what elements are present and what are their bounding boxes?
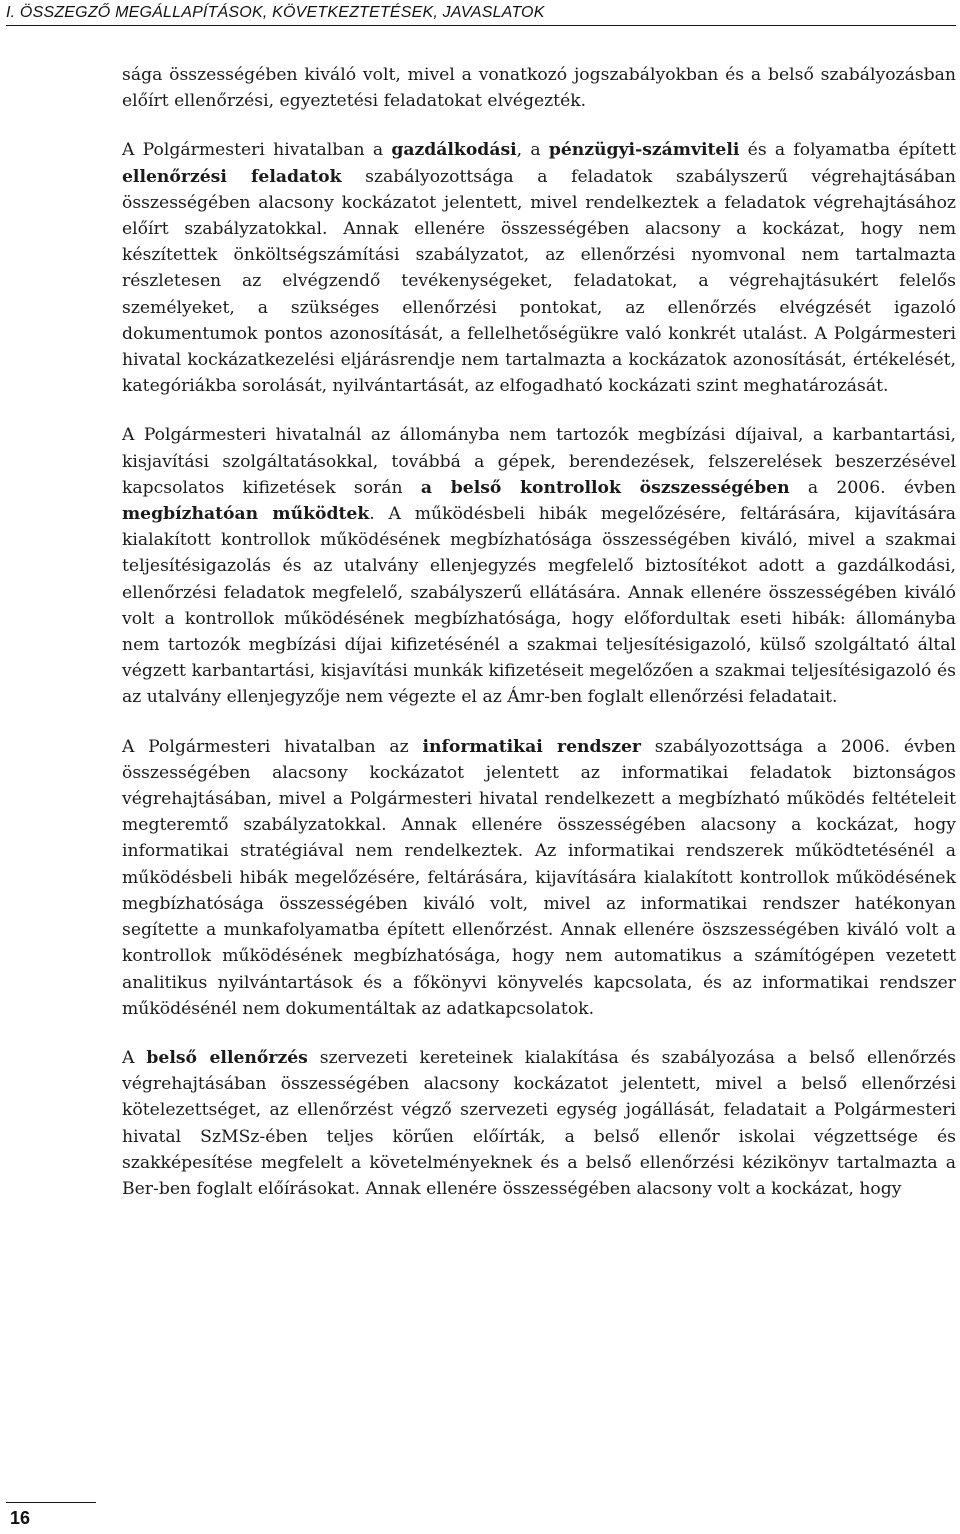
emphasized-text: gazdálkodási: [391, 140, 517, 161]
text-run: , a: [516, 140, 549, 161]
paragraph: [122, 1045, 956, 1202]
footer-rule: [6, 1502, 96, 1503]
paragraph: [122, 734, 956, 1022]
text-run: sága összességében kiváló volt, mivel a vonatkozó jogszabályokban és a belső szabályozásban előírt ellenőrzési, egyeztetési feladatokat elvégezték.: [122, 65, 956, 112]
emphasized-text: belső ellenőrzés: [146, 1047, 308, 1068]
paragraph: [122, 422, 956, 710]
text-run: A: [122, 1047, 147, 1068]
emphasized-text: pénzügyi-számviteli: [548, 140, 740, 161]
paragraph: [122, 62, 956, 114]
running-header: I. ÖSSZEGZŐ MEGÁLLAPÍTÁSOK, KÖVETKEZTETÉSEK, JAVASLATOK: [6, 4, 956, 26]
text-run: A Polgármesteri hivatalnál az állományba nem tartozók megbízási díjaival, a karbantartási, kisjavítási szolgáltatásokkal, továbbá a gépek, berendezések, felszerelések beszerzésével kapcsolatos kifizetések során: [122, 425, 956, 498]
text-run: és a folyamatba épített: [739, 140, 957, 161]
emphasized-text: informatikai rendszer: [422, 736, 641, 757]
text-run: A Polgármesteri hivatalban az: [122, 736, 423, 757]
text-run: szabályozottsága a feladatok szabályszerű végrehajtásában összességében alacsony kockázatot jelentett, mivel rendelkeztek a feladatok végrehajtásához előírt szabályzatokkal. Annak ellenére összességében alacsony a kockázat, hogy nem készítettek önköltségszámítási szabályzatot, az ellenőrzési nyomvonal nem tartalmazta részletesen az elvégzendő tevékenységeket, feladatokat, a végrehajtásukért felelős személyeket, a szükséges ellenőrzési pontokat, az ellenőrzés elvégzését igazoló dokumentumok pontos azonosítását, a fellelhetőségükre való konkrét utalást. A Polgármesteri hivatal kockázatkezelési eljárásrendje nem tartalmazta a kockázatok azonosítását, értékelését, kategóriákba sorolását, nyilvántartását, az elfogadható kockázati szint meghatározását.: [122, 166, 956, 397]
text-run: szabályozottsága a 2006. évben összességében alacsony kockázatot jelentett az informatikai feladatok biztonságos végrehajtásában, mivel a Polgármesteri hivatal rendelkezett a megbízható működés feltételeit megteremtő szabályzatokkal. Annak ellenére összességében alacsony a kockázat, hogy informatikai stratégiával nem rendelkeztek. Az informatikai rendszerek működtetésénél a működésbeli hibák megelőzésére, feltárására, kijavítására kialakított kontrollok működésének megbízhatósága összességében kiváló volt, mivel az informatikai rendszer hatékonyan segítette a munkafolyamatba épített ellenőrzést. Annak ellenére öszszességében kiváló volt a kontrollok működésének megbízhatósága, hogy nem automatikus a számítógépen vezetett analitikus nyilvántartások és a főkönyvi könyvelés kapcsolata, és az informatikai rendszer működésénél nem dokumentáltak az adatkapcsolatok.: [122, 736, 956, 1019]
emphasized-text: ellenőrzési feladatok: [122, 166, 342, 187]
text-run: . A működésbeli hibák megelőzésére, feltárására, kijavítására kialakított kontrollok működésének megbízhatósága összességében kiváló, mivel a szakmai teljesítésigazolás és az utalvány ellenjegyzés megfelelő biztosítékot adott a gazdálkodási, ellenőrzési feladatok megfelelő, szabályszerű ellátására. Annak ellenére összességében kiváló volt a kontrollok működésének megbízhatósága, hogy előfordultak eseti hibák: állományba nem tartozók megbízási díjai kifizetésénél a szakmai teljesítésigazoló, külső szolgáltató által végzett karbantartási, kisjavítási munkák kifizetéseit megelőzően a szakmai teljesítésigazoló és az utalvány ellenjegyzője nem végezte el az Ámr-ben foglalt ellenőrzési feladatait.: [122, 504, 956, 708]
text-run: szervezeti kereteinek kialakítása és szabályozása a belső ellenőrzés végrehajtásában összességében alacsony kockázatot jelentett, mivel a belső ellenőrzési kötelezettséget, az ellenőrzést végző szervezeti egység jogállását, feladatait a Polgármesteri hivatal SzMSz-ében teljes körűen előírták, a belső ellenőr iskolai végzettsége és szakképesítése megfelelt a követelményeknek és a belső ellenőrzési kézikönyv tartalmazta a Ber-ben foglalt előírásokat. Annak ellenére összességében alacsony volt a kockázat, hogy: [122, 1047, 956, 1199]
emphasized-text: a belső kontrollok öszszességében: [420, 477, 790, 498]
text-run: a 2006. évben: [789, 477, 956, 498]
paragraph: [122, 137, 956, 399]
emphasized-text: megbízhatóan működtek: [122, 504, 370, 525]
text-run: A Polgármesteri hivatalban a: [122, 140, 392, 161]
page-number: 16: [10, 1508, 31, 1528]
document-body: [122, 62, 956, 1225]
